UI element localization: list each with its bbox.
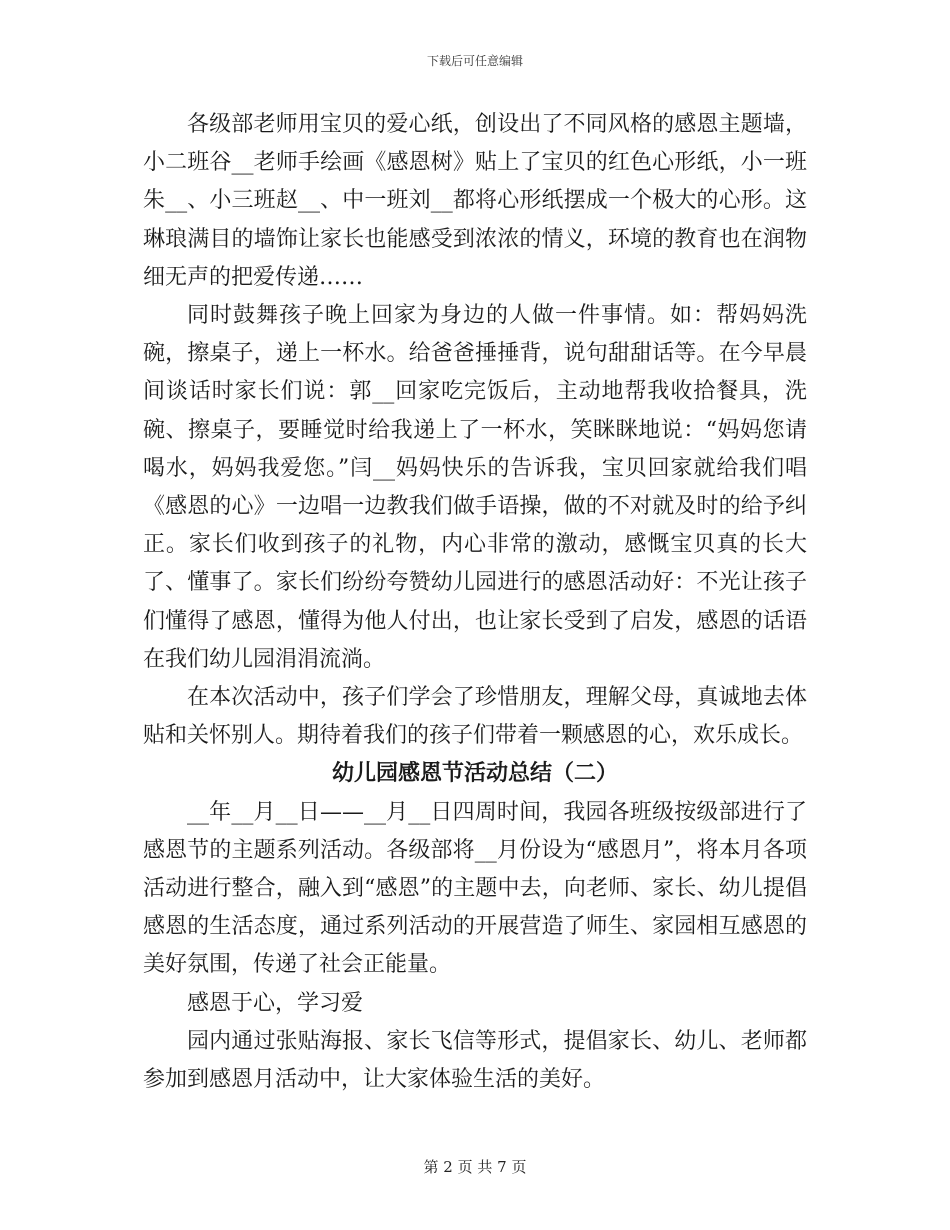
section-subheading: 感恩于心，学习爱 [187, 990, 364, 1016]
paragraph-posters: 园内通过张贴海报、家长飞信等形式，提倡家长、幼儿、老师都参加到感恩月活动中，让大家体验生活的美好。 [143, 1028, 807, 1093]
section-title: 幼儿园感恩节活动总结（二） [331, 761, 618, 787]
document-body [143, 106, 807, 1099]
paragraph-home-activity: 同时鼓舞孩子晚上回家为身边的人做一件事情。如：帮妈妈洗碗，擦桌子，递上一杯水。给爸爸捶捶背，说句甜甜话等。在今早晨间谈话时家长们说：郭__回家吃完饭后，主动地帮我收拾餐具，洗碗、擦桌子，要睡觉时给我递上了一杯水，笑眯眯地说：“妈妈您请喝水，妈妈我爱您。”闫__妈妈快乐的告诉我，宝贝回家就给我们唱《感恩的心》一边唱一边教我们做手语操，做的不对就及时的给予纠正。家长们收到孩子的礼物，内心非常的激动，感慨宝贝真的长大了、懂事了。家长们纷纷夸赞幼儿园进行的感恩活动好：不光让孩子们懂得了感恩，懂得为他人付出，也让家长受到了启发，感恩的话语在我们幼儿园涓涓流淌。 [143, 303, 807, 672]
paragraph-theme-wall: 各级部老师用宝贝的爱心纸，创设出了不同风格的感恩主题墙，小二班谷__老师手绘画《感恩树》贴上了宝贝的红色心形纸，小一班朱__、小三班赵__、中一班刘__都将心形纸摆成一个极大的心形。这琳琅满目的墙饰让家长也能感受到浓浓的情义，环境的教育也在润物细无声的把爱传递…… [143, 112, 807, 290]
page-header-note: 下载后可任意编辑 [426, 54, 523, 68]
paragraph-section-intro: __年__月__日——__月__日四周时间，我园各班级按级部进行了感恩节的主题系列活动。各级部将__月份设为“感恩月”，将本月各项活动进行整合，融入到“感恩”的主题中去，向老师、家长、幼儿提倡感恩的生活态度，通过系列活动的开展营造了师生、家园相互感恩的美好氛围，传递了社会正能量。 [143, 799, 807, 978]
paragraph-conclusion: 在本次活动中，孩子们学会了珍惜朋友，理解父母，真诚地去体贴和关怀别人。期待着我们的孩子们带着一颗感恩的心，欢乐成长。 [143, 685, 807, 749]
page-number: 第 2 页 共 7 页 [423, 1158, 527, 1176]
